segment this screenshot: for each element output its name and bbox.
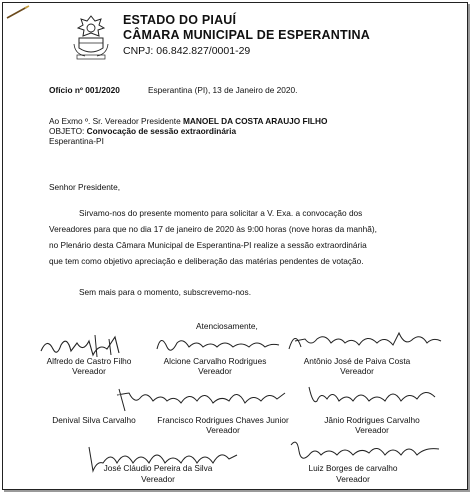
signatory-name: Francisco Rodrigues Chaves Junior	[157, 415, 289, 425]
signatory-role: Vereador	[355, 425, 389, 435]
pen-icon	[5, 5, 31, 19]
signatory-role: Vereador	[340, 366, 374, 376]
body-line-2: Vereadores para que no dia 17 de janeiro de 2020 às 9:00 horas (nove horas da manhã),	[49, 224, 377, 234]
signatory-name: Jânio Rodrigues Carvalho	[324, 415, 420, 425]
signature-alcione	[153, 329, 283, 357]
addressee-line	[49, 116, 327, 126]
crest-logo	[71, 14, 111, 60]
subject-line	[49, 126, 236, 136]
closing-line: Sem mais para o momento, subscrevemo-nos.	[79, 287, 251, 297]
city-line: Esperantina-PI	[49, 136, 104, 146]
signatory-name: José Cláudio Pereira da Silva	[103, 463, 213, 473]
body-line-3: no Plenário desta Câmara Municipal de Esperantina-PI realize a sessão extraordinária	[49, 240, 367, 250]
signatory-name: Alcione Carvalho Rodrigues	[163, 356, 267, 366]
letter-number: Ofício nº 001/2020	[49, 85, 120, 95]
state-title: ESTADO DO PIAUÍ	[123, 13, 237, 27]
document-page	[2, 2, 468, 490]
body-line-4: que tem como objetivo apreciação e deliberação das matérias pendentes de votação.	[49, 256, 364, 266]
signatory-role: Vereador	[141, 474, 175, 484]
signature-janio	[303, 381, 443, 409]
subject-text: Convocação de sessão extraordinária	[86, 126, 237, 136]
subject-label: OBJETO:	[49, 126, 85, 136]
signature-francisco	[113, 381, 293, 415]
signatory-name: Luiz Borges de carvalho	[308, 463, 398, 473]
cnpj-text: CNPJ: 06.842.827/0001-29	[123, 45, 251, 57]
signatory-role: Vereador	[206, 425, 240, 435]
place-date: Esperantina (PI), 13 de Janeiro de 2020.	[148, 85, 298, 95]
signatory-role: Vereador	[72, 366, 106, 376]
signatory-name: Alfredo de Castro Filho	[46, 356, 132, 366]
chamber-title: CÂMARA MUNICIPAL DE ESPERANTINA	[123, 28, 370, 42]
salutation: Senhor Presidente,	[49, 182, 121, 192]
regards-line: Atenciosamente,	[196, 321, 258, 331]
addressee-prefix: Ao Exmo º. Sr. Vereador Presidente	[49, 116, 181, 126]
signatory-name: Antônio José de Paiva Costa	[303, 356, 411, 366]
signatory-name: Denival Silva Carvalho	[52, 415, 136, 425]
body-line-1: Sirvamo-nos do presente momento para solicitar a V. Exa. a convocação dos	[79, 208, 363, 218]
signature-antonio	[285, 325, 445, 357]
signatory-role: Vereador	[198, 366, 232, 376]
addressee-name: MANOEL DA COSTA ARAUJO FILHO	[183, 116, 328, 126]
signatory-role: Vereador	[336, 474, 370, 484]
